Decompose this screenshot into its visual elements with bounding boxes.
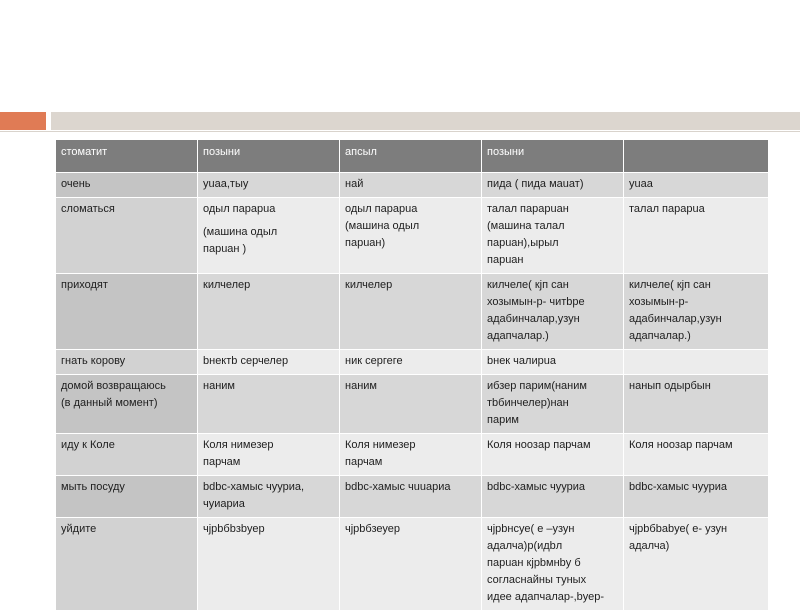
translation-cell — [198, 375, 340, 434]
translation-cell — [482, 274, 624, 350]
table-row — [56, 434, 769, 476]
cell-text: пида ( пида маuат) — [487, 178, 584, 190]
russian-word-cell — [56, 434, 198, 476]
cell-text: (машина одыл — [203, 226, 278, 238]
table-row — [56, 350, 769, 375]
cell-text: парчам — [203, 456, 241, 468]
slide-accent-bar — [0, 112, 46, 130]
table-header-row — [56, 140, 769, 173]
vocabulary-table — [55, 139, 769, 611]
cell-text: чjрbнсуе( е –узун — [487, 523, 575, 535]
cell-text: хозымын-р- читbре — [487, 296, 585, 308]
table-row — [56, 375, 769, 434]
translation-cell — [340, 350, 482, 375]
translation-cell — [198, 518, 340, 611]
translation-cell — [624, 350, 769, 375]
cell-text: bнек чалирuа — [487, 355, 556, 367]
cell-text: Коля ноозар парчам — [629, 439, 733, 451]
translation-cell — [198, 173, 340, 198]
cell-text: bdbc-хамыс чууриа — [629, 481, 728, 493]
cell-text: парuан кjрbмнbу б — [487, 557, 581, 569]
cell-text: парим — [487, 414, 519, 426]
table-row — [56, 198, 769, 274]
cell-text: парuан),ырыл — [487, 237, 559, 249]
cell-text: наним — [345, 380, 377, 392]
table-body — [56, 173, 769, 611]
russian-word-cell — [56, 173, 198, 198]
translation-cell — [624, 274, 769, 350]
cell-text: чjрbбbзbуер — [203, 523, 265, 535]
table-row — [56, 173, 769, 198]
cell-text: чуиариа — [203, 498, 245, 510]
cell-text: гнать корову — [61, 355, 126, 367]
cell-text: одыл парарuа — [203, 203, 276, 215]
translation-cell — [624, 518, 769, 611]
translation-cell — [198, 476, 340, 518]
cell-text: ибзер парим(наним — [487, 380, 587, 392]
cell-text: парчам — [345, 456, 383, 468]
russian-word-cell — [56, 476, 198, 518]
slide-title-bar — [51, 112, 800, 130]
cell-text: килчелер — [345, 279, 393, 291]
cell-text: (в данный момент) — [61, 397, 158, 409]
translation-cell — [340, 476, 482, 518]
cell-text: адабинчалар,узун — [629, 313, 722, 325]
cell-text: адапчалар.) — [629, 330, 691, 342]
cell-text: килчеле( кјп сан — [629, 279, 711, 291]
translation-cell — [198, 434, 340, 476]
table-row — [56, 274, 769, 350]
cell-text: хозымын-р- — [629, 296, 689, 308]
cell-text: bdbc-хамыс чууриа, — [203, 481, 305, 493]
cell-text: одыл парарuа — [345, 203, 418, 215]
cell-text: bdbc-хамыс чууриа — [487, 481, 586, 493]
translation-cell — [482, 518, 624, 611]
header-cell — [624, 140, 769, 173]
cell-text: домой возвращаюсь — [61, 380, 166, 392]
cell-text: тbбинчелер)нан — [487, 397, 569, 409]
translation-cell — [340, 434, 482, 476]
cell-text: мыть посуду — [61, 481, 125, 493]
cell-text: сломаться — [61, 203, 115, 215]
cell-text: килчеле( кјп сан — [487, 279, 569, 291]
translation-cell — [340, 375, 482, 434]
cell-text: Коля нимезер — [345, 439, 416, 451]
russian-word-cell — [56, 198, 198, 274]
russian-word-cell — [56, 518, 198, 611]
translation-cell — [482, 350, 624, 375]
header-cell: позыни — [482, 140, 624, 173]
cell-text: yuaa,тыу — [203, 178, 249, 190]
cell-text: парuан — [487, 254, 524, 266]
cell-text: килчелер — [203, 279, 251, 291]
cell-text: Коля нимезер — [203, 439, 274, 451]
translation-cell — [198, 274, 340, 350]
translation-cell — [340, 198, 482, 274]
translation-cell — [198, 198, 340, 274]
cell-text: най — [345, 178, 364, 190]
cell-text: (машина талал — [487, 220, 565, 232]
header-cell: апсыл — [340, 140, 482, 173]
translation-cell — [340, 274, 482, 350]
translation-cell — [624, 476, 769, 518]
cell-text: талал парарuан — [487, 203, 569, 215]
cell-text: идее адапчалар-,bуер- — [487, 591, 605, 603]
translation-cell — [198, 350, 340, 375]
translation-cell — [482, 173, 624, 198]
header-cell: позыни — [198, 140, 340, 173]
cell-text: иду к Коле — [61, 439, 115, 451]
table-row — [56, 476, 769, 518]
cell-text: адалча)р(идbл — [487, 540, 563, 552]
cell-text: чjрbбзеуер — [345, 523, 400, 535]
translation-cell — [482, 434, 624, 476]
cell-text: нанып одырбын — [629, 380, 711, 392]
translation-cell — [624, 198, 769, 274]
russian-word-cell — [56, 350, 198, 375]
russian-word-cell — [56, 375, 198, 434]
translation-cell — [482, 476, 624, 518]
translation-cell — [340, 173, 482, 198]
table-row — [56, 518, 769, 611]
slide-divider — [0, 131, 800, 132]
translation-cell — [482, 198, 624, 274]
cell-text: очень — [61, 178, 91, 190]
cell-text: Коля ноозар парчам — [487, 439, 591, 451]
russian-word-cell — [56, 274, 198, 350]
cell-text: адалча) — [629, 540, 670, 552]
translation-cell — [624, 434, 769, 476]
cell-text: приходят — [61, 279, 108, 291]
cell-text: (машина одыл — [345, 220, 420, 232]
cell-text: талал парарuа — [629, 203, 705, 215]
cell-text: bdbc-хамыс чuuариа — [345, 481, 451, 493]
cell-text: yuaa — [629, 178, 653, 190]
translation-cell — [624, 375, 769, 434]
cell-text: парuан ) — [203, 243, 247, 255]
cell-text: согласнайны туных — [487, 574, 587, 586]
translation-cell — [624, 173, 769, 198]
cell-text: адабинчалар,узун — [487, 313, 580, 325]
header-cell: стоматит — [56, 140, 198, 173]
translation-cell — [340, 518, 482, 611]
cell-text: парuан) — [345, 237, 386, 249]
cell-text: адапчалар.) — [487, 330, 549, 342]
cell-text: bнектb серчелер — [203, 355, 289, 367]
cell-text: уйдите — [61, 523, 97, 535]
translation-cell — [482, 375, 624, 434]
cell-text: чjрbбbаbуе( е- узун — [629, 523, 728, 535]
cell-text: ник сергеге — [345, 355, 403, 367]
cell-text: наним — [203, 380, 235, 392]
